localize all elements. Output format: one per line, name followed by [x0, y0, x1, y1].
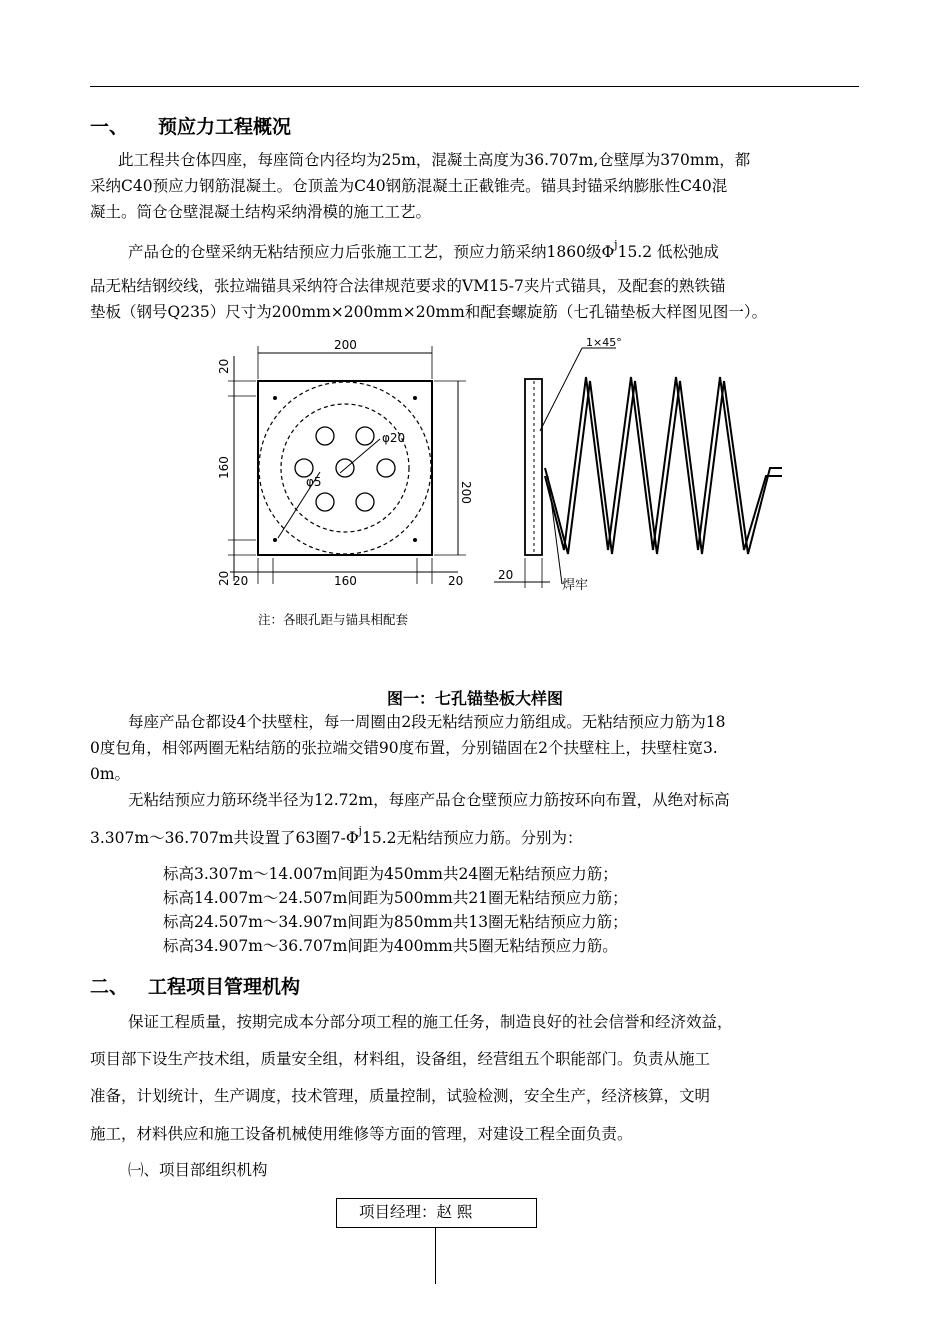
section-2-title: 工程项目管理机构 [148, 976, 301, 998]
thickness-dim-label: 20 [498, 568, 514, 582]
para-2-line-1 [128, 238, 719, 266]
top-dim-label: 200 [334, 338, 357, 352]
elevation-item-2: 标高14.007m～24.507m间距为500mm共21圈无粘结预应力筋； [163, 889, 628, 907]
figure-caption: 图一：七孔锚垫板大样图 [386, 689, 563, 708]
after-figure-line-5 [90, 824, 582, 852]
para-1-line-1: 此工程共仓体四座，每座筒仓内径均为25m，混凝土高度为36.707m,仓壁厚为370mm，都 [118, 151, 751, 169]
section-1-heading [90, 112, 292, 139]
corner-hole-bl [273, 538, 277, 542]
spiral-side-figure [490, 336, 790, 606]
after-figure-line-5-b: 15.2无粘结预应力筋。分别为： [361, 829, 583, 847]
project-manager-box: 项目经理：赵 熙 [336, 1198, 537, 1228]
para-2-superscript: j [614, 238, 618, 251]
bottom-left-dim-label: 20 [233, 574, 249, 588]
section-2-number: 二、 [90, 976, 129, 998]
left-bot-dim-label: 20 [217, 570, 231, 586]
left-mid-dim-label: 160 [217, 456, 231, 479]
after-figure-line-4: 无粘结预应力筋环绕半径为12.72m，每座产品仓仓壁预应力筋按环向布置，从绝对标高 [128, 791, 730, 809]
elevation-item-1: 标高3.307m～14.007m间距为450mm共24圈无粘结预应力筋； [163, 865, 618, 883]
left-top-dim-label: 20 [217, 358, 231, 374]
after-figure-line-1: 每座产品仓都设4个扶壁柱，每一周圈由2段无粘结预应力筋组成。无粘结预应力筋为18 [128, 713, 726, 731]
hole-center [336, 459, 354, 477]
section-1-number: 一、 [90, 116, 129, 138]
hole-right [377, 459, 395, 477]
after-figure-superscript: j [358, 824, 362, 837]
anchor-plate-figure [200, 336, 500, 626]
section-1-title: 预应力工程概况 [158, 116, 292, 138]
after-figure-line-2: 0度包角，相邻两圈无粘结筋的张拉端交错90度布置，分别锚固在2个扶壁柱上，扶壁柱宽3. [90, 739, 718, 757]
section-2-line-4: 施工，材料供应和施工设备机械使用维修等方面的管理，对建设工程全面负责。 [90, 1125, 633, 1143]
section-2-line-2: 项目部下设生产技术组，质量安全组，材料组，设备组，经营组五个职能部门。负责从施工 [90, 1050, 711, 1068]
section-2-line-3: 准备，计划统计，生产调度，技术管理，质量控制，试验检测，安全生产，经济核算，文明 [90, 1087, 711, 1105]
elevation-item-3: 标高24.507m～34.907m间距为850mm共13圈无粘结预应力筋； [163, 913, 628, 931]
para-1-line-2: 采纳C40预应力钢筋混凝土。仓顶盖为C40钢筋混凝土正截锥壳。锚具封锚采纳膨胀性C40混 [90, 177, 728, 195]
hole-dim-label: φ20 [382, 431, 406, 445]
para-2-line-3: 垫板（钢号Q235）尺寸为200mm×200mm×20mm和配套螺旋筋（七孔锚垫板大样图见图一）。 [90, 303, 768, 321]
small-hole-dim-label: φ5 [306, 475, 322, 489]
header-rule [90, 86, 859, 87]
para-2-line-1-b: 15.2 低松弛成 [617, 243, 720, 261]
section-2-heading [90, 972, 301, 999]
bottom-mid-dim-label: 160 [334, 574, 357, 588]
section-2-line-1: 保证工程质量，按期完成本分部分项工程的施工任务，制造良好的社会信誉和经济效益， [128, 1013, 733, 1031]
after-figure-line-3: 0m。 [90, 765, 131, 783]
hole-top-left [316, 427, 334, 445]
hole-bottom-left [316, 493, 334, 511]
para-2-line-2: 品无粘结钢绞线，张拉端锚具采纳符合法律规范要求的VM15-7夹片式锚具，及配套的熟铁锚 [90, 277, 726, 295]
para-2-line-1-a: 产品仓的仓壁采纳无粘结预应力后张施工工艺，预应力筋采纳1860级Φ [128, 243, 615, 261]
after-figure-line-5-a: 3.307m～36.707m共设置了63圈7-Φ [90, 829, 359, 847]
para-1-line-3: 凝土。筒仓仓壁混凝土结构采纳滑模的施工工艺。 [90, 203, 432, 221]
right-dim-label: 200 [459, 481, 473, 504]
figure-note: 注：各眼孔距与锚具相配套 [258, 612, 409, 626]
corner-hole-tl [273, 396, 277, 400]
chamfer-leader [540, 348, 582, 431]
hole-top-right [356, 427, 374, 445]
elevation-item-4: 标高34.907m～36.707m间距为400mm共5圈无粘结预应力筋。 [163, 937, 618, 955]
hole-bottom-right [356, 493, 374, 511]
org-connector-line [435, 1228, 436, 1284]
corner-hole-br [413, 538, 417, 542]
chamfer-label: 1×45° [586, 336, 622, 349]
bottom-right-dim-label: 20 [448, 574, 464, 588]
spiral-rebar-inner [545, 377, 782, 550]
org-subheading: ㈠、项目部组织机构 [128, 1161, 268, 1179]
weld-label: 焊牢 [562, 578, 589, 593]
inner-dashed-circle [281, 404, 409, 532]
weld-leader [548, 476, 562, 584]
corner-hole-tr [413, 396, 417, 400]
